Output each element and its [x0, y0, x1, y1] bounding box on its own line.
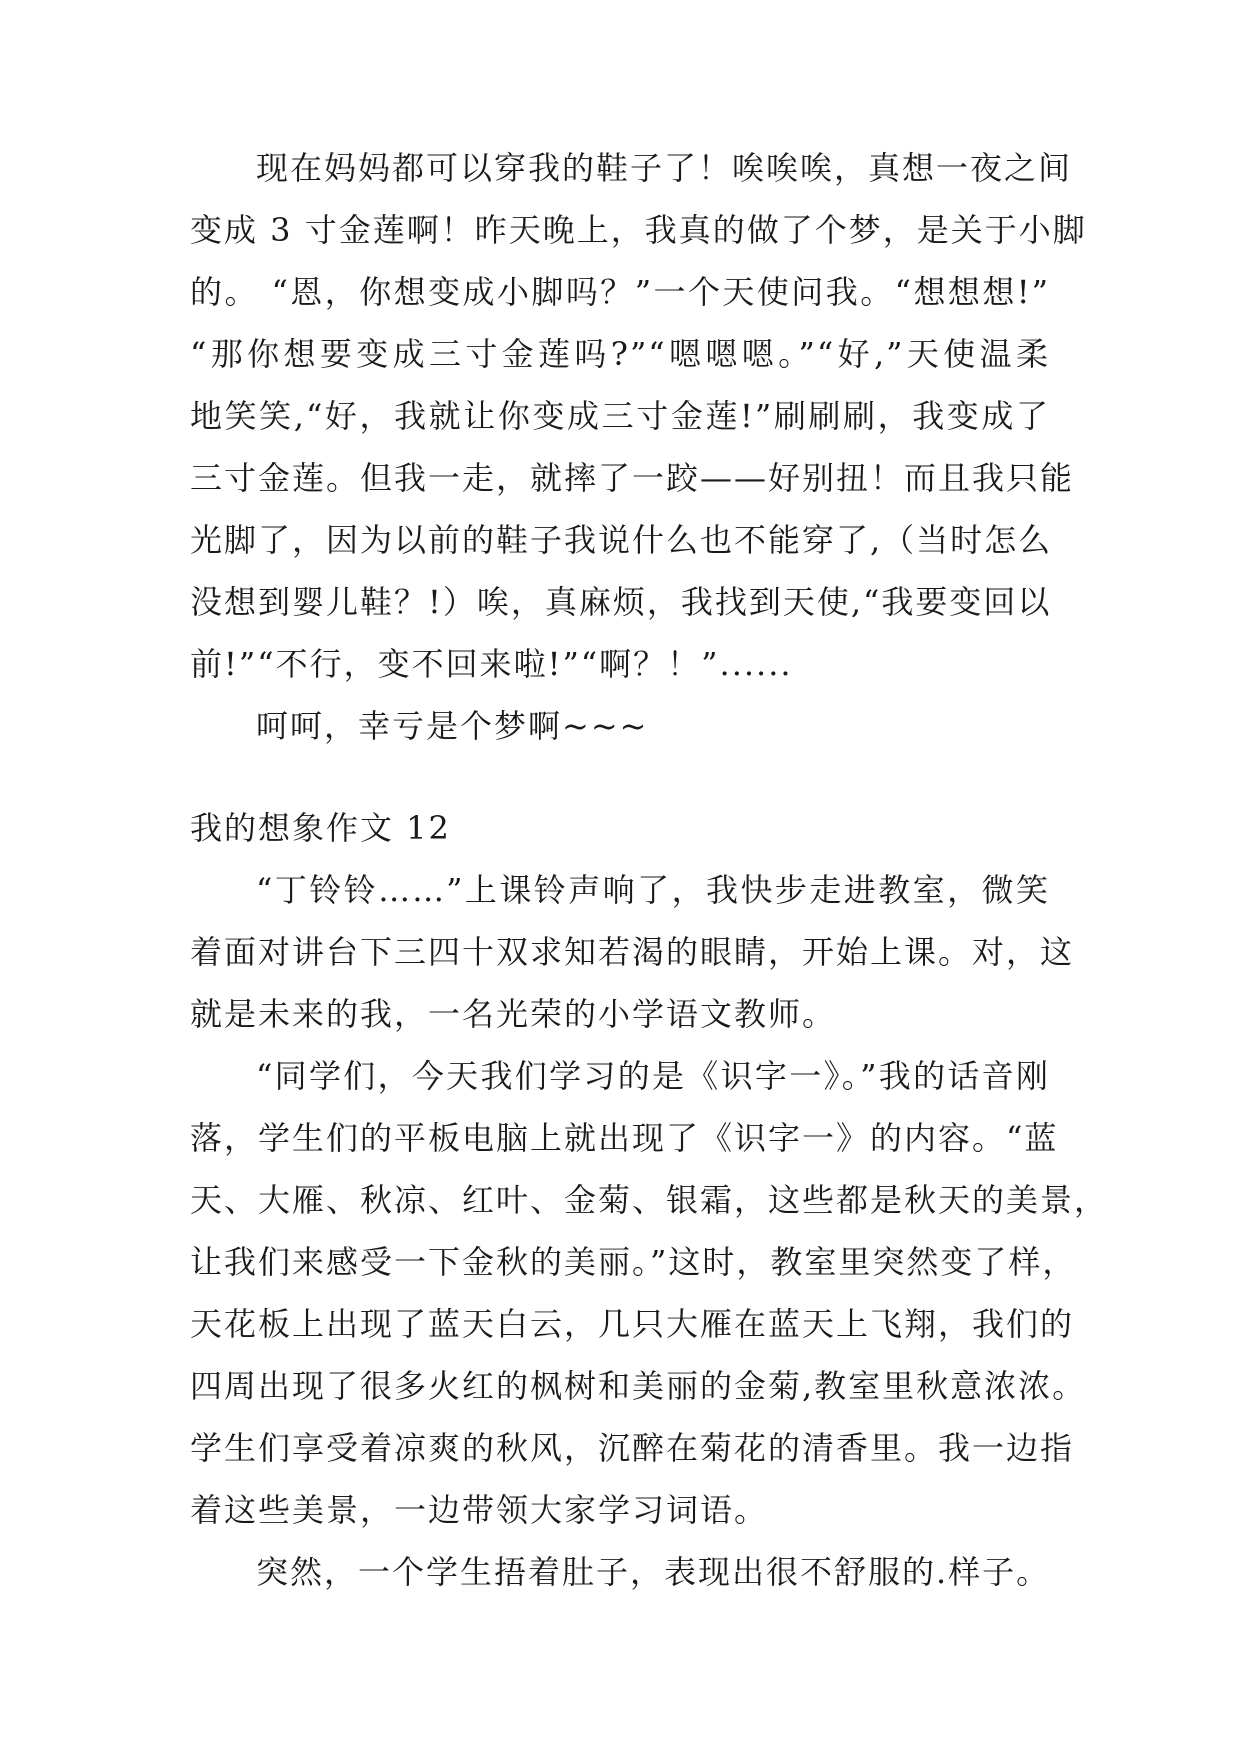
paragraph-line: “同学们，今天我们学习的是《识字一》。”我的话音刚 — [256, 1057, 1050, 1095]
paragraph-line: 突然，一个学生捂着肚子，表现出很不舒服的.样子。 — [256, 1553, 1051, 1591]
paragraph-line: 着这些美景，一边带领大家学习词语。 — [190, 1491, 769, 1529]
paragraph-line: 天、大雁、秋凉、红叶、金菊、银霜，这些都是秋天的美景， — [190, 1181, 1109, 1219]
paragraph-line: 光脚了，因为以前的鞋子我说什么也不能穿了,（当时怎么 — [190, 521, 1053, 559]
paragraph-line: 落，学生们的平板电脑上就出现了《识字一》的内容。“蓝 — [190, 1119, 1059, 1157]
paragraph-line: “那你想要变成三寸金莲吗?”“嗯嗯嗯。”“好,”天使温柔 — [190, 335, 1050, 373]
paragraph-line: “丁铃铃……”上课铃声响了，我快步走进教室，微笑 — [256, 871, 1050, 909]
essay-title: 我的想象作文 12 — [190, 809, 451, 847]
paragraph-line: 现在妈妈都可以穿我的鞋子了！唉唉唉，真想一夜之间 — [256, 149, 1073, 187]
paragraph-line: 前!”“不行，变不回来啦!”“啊？！”...... — [190, 645, 793, 683]
closing-line: 呵呵，幸亏是个梦啊~~~ — [256, 707, 649, 745]
paragraph-line: 的。 “恩，你想变成小脚吗？”一个天使问我。“想想想!” — [190, 273, 1050, 311]
paragraph-line: 没想到婴儿鞋？!）唉，真麻烦，我找到天使,“我要变回以 — [190, 583, 1052, 621]
paragraph-line: 让我们来感受一下金秋的美丽。”这时，教室里突然变了样， — [190, 1243, 1077, 1281]
paragraph-line: 地笑笑,“好，我就让你变成三寸金莲!”刷刷刷，我变成了 — [190, 397, 1050, 435]
paragraph-line: 三寸金莲。但我一走，就摔了一跤——好别扭！而且我只能 — [190, 459, 1075, 497]
paragraph-line: 学生们享受着凉爽的秋风，沉醉在菊花的清香里。我一边指 — [190, 1429, 1075, 1467]
paragraph-line: 天花板上出现了蓝天白云，几只大雁在蓝天上飞翔，我们的 — [190, 1305, 1075, 1343]
paragraph-line: 着面对讲台下三四十双求知若渴的眼睛，开始上课。对，这 — [190, 933, 1075, 971]
paragraph-line: 就是未来的我，一名光荣的小学语文教师。 — [190, 995, 837, 1033]
paragraph-line: 变成 3 寸金莲啊！昨天晚上，我真的做了个梦，是关于小脚 — [190, 211, 1087, 249]
paragraph-line: 四周出现了很多火红的枫树和美丽的金菊,教室里秋意浓浓。 — [190, 1367, 1087, 1405]
